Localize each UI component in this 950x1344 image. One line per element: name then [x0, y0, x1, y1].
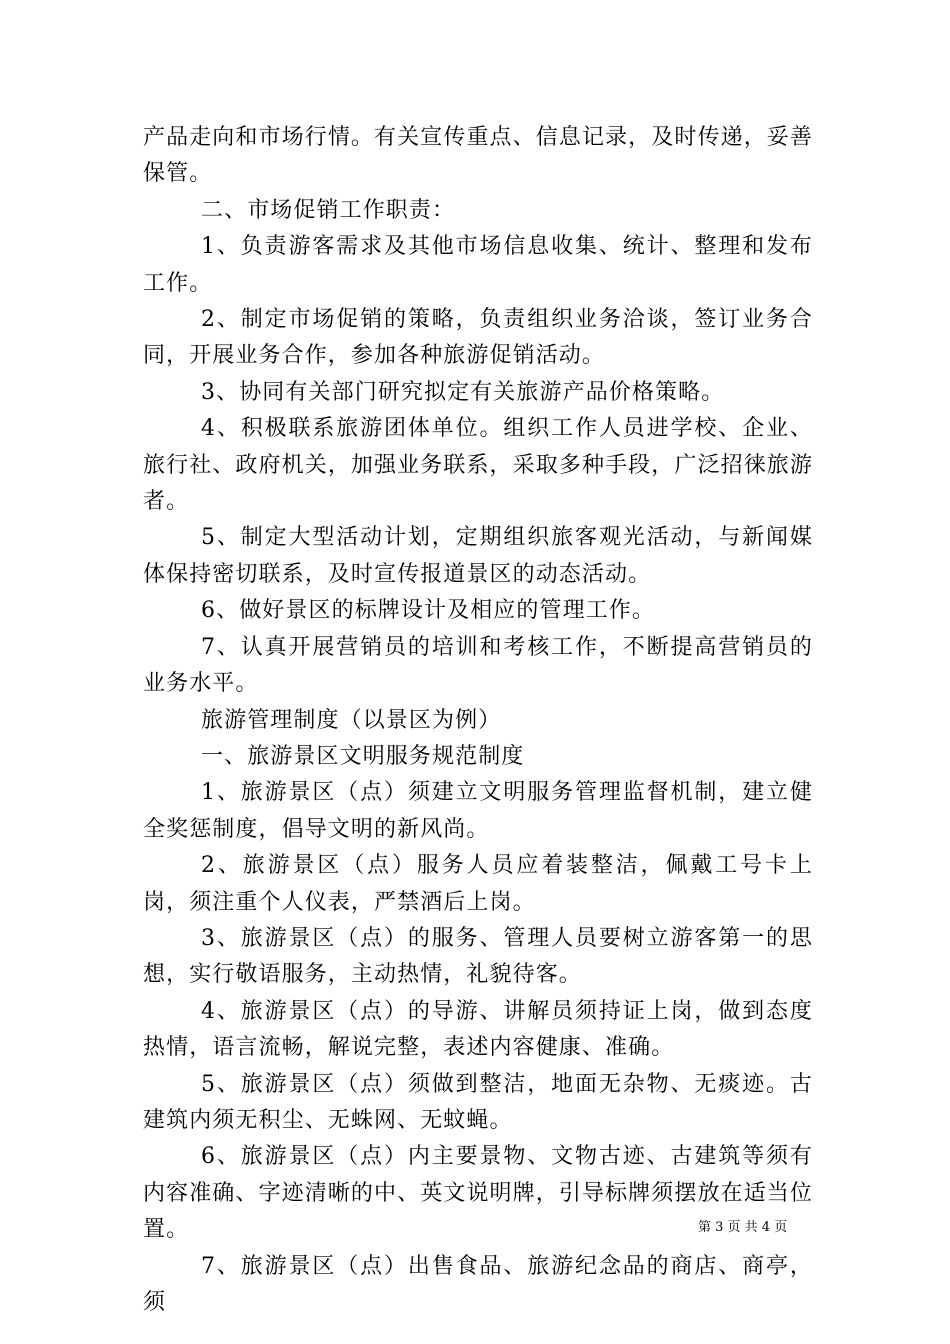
- list-item: 7、认真开展营销员的培训和考核工作，不断提高营销员的业务水平。: [143, 634, 813, 697]
- list-item: 5、旅游景区（点）须做到整洁，地面无杂物、无痰迹。古建筑内须无积尘、无蛛网、无蚊蝇。: [143, 1071, 813, 1133]
- list-item: 1、负责游客需求及其他市场信息收集、统计、整理和发布工作。: [143, 234, 813, 296]
- list-item: 5、制定大型活动计划，定期组织旅客观光活动，与新闻媒体保持密切联系，及时宣传报道景区的动态活动。: [143, 525, 813, 587]
- list-item: 3、旅游景区（点）的服务、管理人员要树立游客第一的思想，实行敬语服务，主动热情，礼貌待客。: [143, 925, 813, 988]
- paragraph-continuation: 产品走向和市场行情。有关宣传重点、信息记录，及时传递，妥善保管。: [143, 125, 813, 187]
- list-item: 2、旅游景区（点）服务人员应着装整洁，佩戴工号卡上岗，须注重个人仪表，严禁酒后上岗。: [143, 853, 813, 915]
- list-item: 2、制定市场促销的策略，负责组织业务洽谈，签订业务合同，开展业务合作，参加各种旅游促销活动。: [143, 307, 813, 369]
- section-heading-market-promotion: 二、市场促销工作职责：: [201, 197, 456, 223]
- list-item: 3、协同有关部门研究拟定有关旅游产品价格策略。: [201, 379, 725, 405]
- document-body: [143, 120, 813, 1321]
- page-number-footer: 第 3 页 共 4 页: [698, 1220, 788, 1235]
- section-heading-civilized-service: 一、旅游景区文明服务规范制度: [201, 743, 525, 769]
- list-item: 6、做好景区的标牌设计及相应的管理工作。: [201, 598, 655, 624]
- section-title-tourism-management: 旅游管理制度（以景区为例）: [201, 707, 502, 733]
- list-item: 7、旅游景区（点）出售食品、旅游纪念品的商店、商亭，须: [143, 1253, 813, 1315]
- list-item: 6、旅游景区（点）内主要景物、文物古迹、古建筑等须有内容准确、字迹清晰的中、英文说明牌，引导标牌须摆放在适当位置。: [143, 1144, 813, 1243]
- list-item: 4、积极联系旅游团体单位。组织工作人员进学校、企业、旅行社、政府机关，加强业务联系，采取多种手段，广泛招徕旅游者。: [143, 416, 813, 515]
- list-item: 1、旅游景区（点）须建立文明服务管理监督机制，建立健全奖惩制度，倡导文明的新风尚。: [143, 780, 813, 842]
- list-item: 4、旅游景区（点）的导游、讲解员须持证上岗，做到态度热情，语言流畅，解说完整，表述内容健康、准确。: [143, 998, 813, 1061]
